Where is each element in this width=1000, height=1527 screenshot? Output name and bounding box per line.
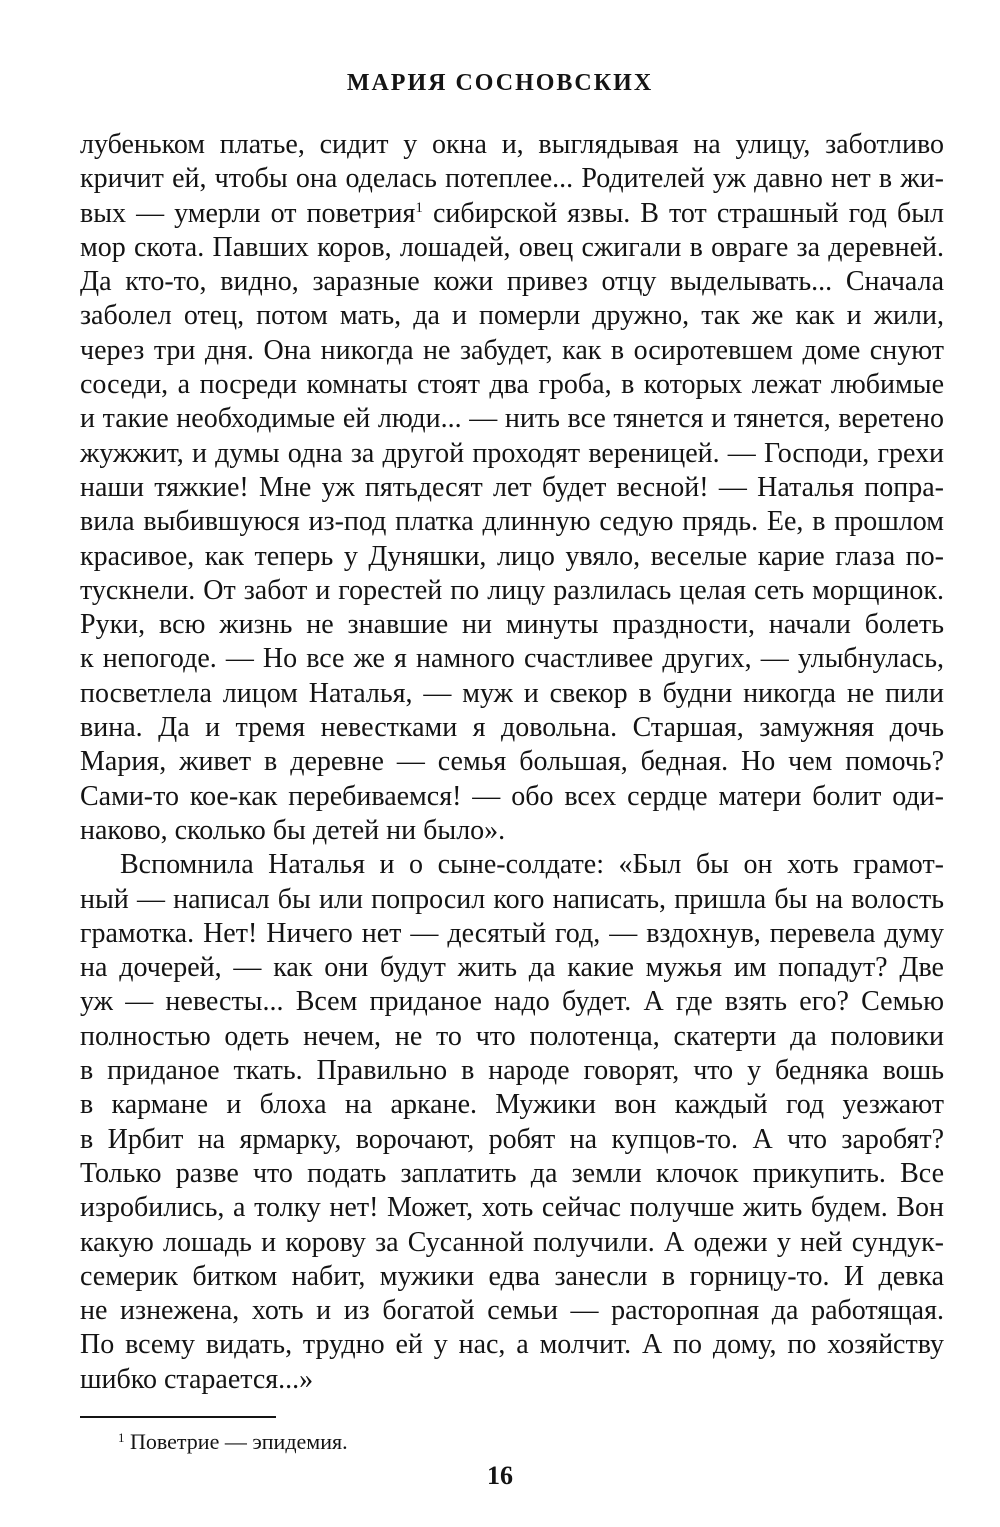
- text-line: наши тяжкие! Мне уж пятьдесят лет будет весной! — Наталья попра-: [80, 471, 944, 503]
- text-line: Руки, всю жизнь не знавшие ни минуты праздности, начали болеть: [80, 609, 944, 641]
- text-line: посветлела лицом Наталья, — муж и свекор в будни никогда не пили: [80, 677, 944, 709]
- text-line: лубеньком платье, сидит у окна и, выглядывая на улицу, заботливо: [80, 129, 944, 160]
- text-line: на дочерей, — как они будут жить да какие мужья им попадут? Две: [80, 952, 944, 984]
- text-line: мор скота. Павших коров, лошадей, овец сжигали в овраге за деревней.: [80, 231, 944, 263]
- text-line: семерик битком набит, мужики едва занесли в горницу-то. И девка: [80, 1260, 944, 1292]
- page-number: 16: [487, 1461, 513, 1490]
- text-line: заболел отец, потом мать, да и померли дружно, так же как и жили,: [80, 300, 944, 332]
- text-line: По всему видать, трудно ей у нас, а молчит. А по дому, по хозяйству: [80, 1329, 944, 1361]
- text-line: изробились, а толку нет! Может, хоть сейчас получше жить будем. Вон: [80, 1192, 944, 1224]
- text-line: не изнежена, хоть и из богатой семьи — расторопная да работящая.: [80, 1295, 944, 1327]
- footnote-separator: [80, 1416, 276, 1418]
- footnote-text: Поветрие — эпидемия.: [124, 1429, 348, 1454]
- text-line: Да кто-то, видно, заразные кожи привез отцу выделывать... Сначала: [80, 266, 944, 298]
- text-line: в Ирбит на ярмарку, ворочают, робят на купцов-то. А что заробят?: [80, 1123, 944, 1155]
- text-line: наково, сколько бы детей ни было».: [80, 814, 506, 846]
- text-line: Только разве что подать заплатить да земли клочок прикупить. Все: [80, 1157, 944, 1189]
- running-header: МАРИЯ СОСНОВСКИХ: [346, 70, 654, 96]
- text-line: [80, 197, 944, 231]
- text-line: соседи, а посреди комнаты стоят два гроба, в которых лежат любимые: [80, 369, 944, 401]
- text-line: Сами-то кое-как перебиваемся! — обо всех сердце матери болит оди-: [80, 780, 944, 812]
- text-line: через три дня. Она никогда не забудет, как в осиротевшем доме снуют: [80, 334, 944, 366]
- text-line: жужжит, и думы одна за другой проходят вереницей. — Господи, грехи: [80, 437, 944, 469]
- main-text: [80, 128, 944, 1397]
- text-line: к непогоде. — Но все же я намного счастливее других, — улыбнулась,: [80, 643, 944, 675]
- text-line: вила выбившуюся из-под платка длинную седую прядь. Ее, в прошлом: [80, 506, 944, 538]
- text-line: вина. Да и тремя невестками я довольна. Старшая, замужняя дочь: [80, 712, 944, 744]
- footnote: [118, 1428, 348, 1456]
- text-line: в кармане и блоха на аркане. Мужики вон каждый год уезжают: [80, 1089, 944, 1121]
- text-line: Вспомнила Наталья и о сыне-солдате: «Был бы он хоть грамот-: [120, 849, 944, 881]
- footnote-number: 1: [118, 1430, 125, 1445]
- text-fragment: вых — умерли от поветрия: [80, 197, 416, 229]
- text-line: шибко старается...»: [80, 1363, 314, 1395]
- text-line: кричит ей, чтобы она оделась потеплее... Родителей уж давно нет в жи-: [80, 163, 944, 195]
- text-line: Мария, живет в деревне — семья большая, бедная. Но чем помочь?: [80, 746, 944, 778]
- text-line: тускнели. От забот и горестей по лицу разлилась целая сеть морщинок.: [80, 574, 944, 606]
- text-line: в приданое ткать. Правильно в народе говорят, что у бедняка вошь: [80, 1055, 944, 1087]
- text-line: ный — написал бы или попросил кого написать, пришла бы на волость: [80, 883, 944, 915]
- text-line: уж — невесты... Всем приданое надо будет. А где взять его? Семью: [80, 986, 944, 1018]
- text-fragment: сибирской язвы. В тот страшный год был: [422, 197, 944, 229]
- text-line: полностью одеть нечем, не то что полотенца, скатерти да половики: [80, 1020, 944, 1052]
- text-line: какую лошадь и корову за Сусанной получили. А одежи у ней сундук-: [80, 1226, 944, 1258]
- text-line: красивое, как теперь у Дуняшки, лицо увяло, веселые карие глаза по-: [80, 540, 944, 572]
- text-line: и такие необходимые ей люди... — нить все тянется и тянется, веретено: [80, 403, 944, 435]
- footnote-marker: 1: [415, 199, 423, 216]
- text-line: грамотка. Нет! Ничего нет — десятый год, — вздохнув, перевела думу: [80, 917, 944, 949]
